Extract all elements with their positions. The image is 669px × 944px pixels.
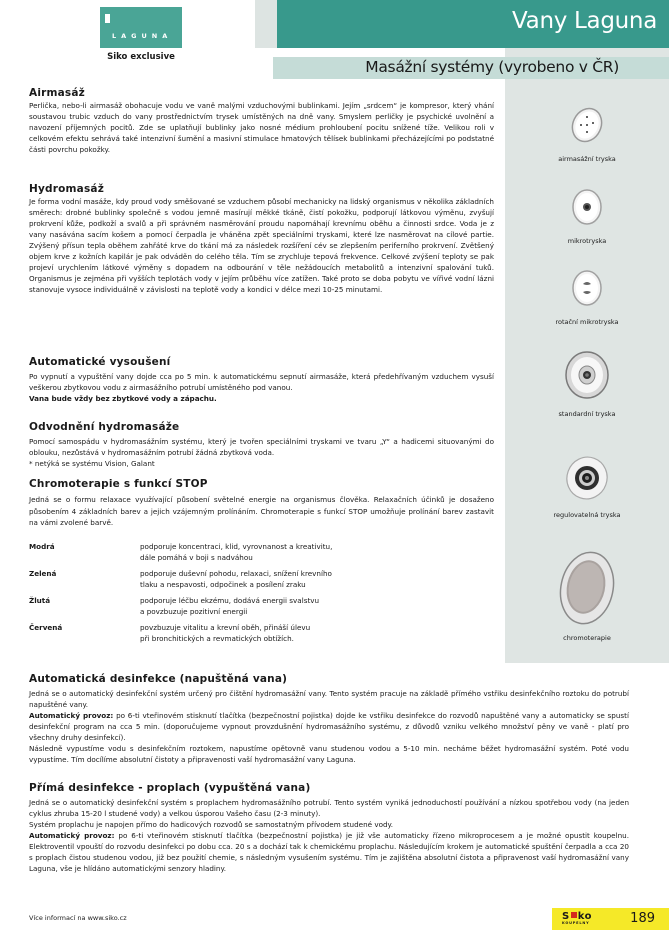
section-text [29,710,629,743]
section-heading: Automatická desinfekce (napuštěná vana) [29,673,288,685]
color-desc-line: podporuje léčbu ekzému, dodává energii svalstvu [140,596,320,605]
section-chromoterapie [29,477,494,529]
product-rotacni-mikrotryska [505,268,669,326]
section-heading: Přímá desinfekce - proplach (vypuštěná vana) [29,782,311,794]
adjustable-nozzle-icon [564,455,610,501]
auto-mode-text: po 6-ti vteřinovém stisknutí tlačítka (bezpečnostní pojistka) je již vše automaticky řízeno mikroprocesem a je možné opustit koupelnu. Elektroventil vpouští do rozvodu desinfekci po dobu cca. 20 s a dochází tak k chemickému proplachu. Následujícím krokem je automatické spuštění čerpadla a cca 20 s proplach čistou studenou vodou, již bez použití chemie, s následným vysušením systému. Tím je zajištěna absolutní čistota a připravenost vaší hydromasážní vany Laguna, vše je hlídáno automatickými senzory hladiny. [29,831,629,873]
color-item [29,542,494,563]
section-heading: Odvodnění hydromasáže [29,421,180,433]
section-text: Jedná se o automatický desinfekční systém s proplachem hydromasážního potrubí. Tento systém vyniká jednoduchostí používání a nízkou spotřebou vody (na jeden cyklus zhruba 15-20 l studené vody) a velkou úsporou Vašeho času (2-3 minuty). [29,798,629,818]
section-emphasis: Vana bude vždy bez zbytkové vody a zápachu. [29,394,217,403]
section-text: Jedná se o automatický desinfekční systém určený pro čištění hydromasážní vany. Tento systém pracuje na základě přímého vstřiku desinfekčního roztoku do potrubí napuštěné vany. [29,689,629,709]
color-desc-line: podporuje duševní pohodu, relaxaci, snížení krevního [140,569,332,578]
section-heading: Chromoterapie s funkcí STOP [29,478,208,490]
color-desc-line: dále pomáhá v boji s nadváhou [140,552,253,562]
micro-nozzle-icon [569,187,605,227]
brand-text: S [562,911,570,922]
color-description [140,596,440,617]
page-subtitle: Masážní systémy (vyrobeno v ČR) [365,58,619,76]
brand-text: ko [577,911,592,922]
section-hydromasaz [29,182,494,295]
color-desc-line: podporuje koncentraci, klid, vyrovnanost a kreativitu, [140,542,333,551]
section-airmasaz [29,86,494,155]
title-band [277,0,669,48]
footer-info-link[interactable]: Více informací na www.siko.cz [29,914,127,922]
product-standardni-tryska [505,350,669,418]
color-name: Zelená [29,569,57,578]
brand-subtitle: KOUPELNY [562,921,590,925]
color-item [29,569,494,590]
page-title: Vany Laguna [512,8,657,34]
product-label: regulovatelná tryska [553,511,621,519]
page-number: 189 [630,911,655,926]
rotary-micro-nozzle-icon [569,268,605,308]
standard-nozzle-icon [564,350,610,400]
section-text: Systém proplachu je napojen přímo do hadicových rozvodů se samostatným přívodem studené vody. [29,820,394,829]
product-label: chromoterapie [563,634,611,642]
color-desc-line: povzbuzuje vitalitu a krevní oběh, přináší úlevu [140,623,311,632]
color-name: Modrá [29,542,55,551]
color-desc-line: při bronchitických a revmatických obtížích. [140,633,294,643]
laguna-logo [100,7,182,48]
color-description [140,542,440,563]
section-heading: Hydromasáž [29,183,105,195]
section-note: * netýká se systému Vision, Galant [29,459,155,468]
product-label: rotační mikrotryska [555,318,619,326]
product-mikrotryska [505,187,669,245]
color-name: Žlutá [29,596,51,605]
section-proplach [29,781,629,874]
color-description [140,569,440,590]
section-text [29,830,629,874]
section-heading: Automatické vysoušení [29,356,171,368]
product-chromoterapie [505,548,669,642]
section-text: Následně vypustíme vodu s desinfekčním roztokem, napustíme opětovně vanu studenou vodou a 5-10 min. necháme běžet hydromasážní systém. Poté vodu vypustíme. Tím docílíme absolutní čistoty a připravenosti vaší hydromasážní vany Laguna. [29,744,629,764]
color-desc-line: tlaku a nespavosti, odpočinek a posílení zraku [140,579,306,589]
footer-badge [552,908,669,930]
color-name: Červená [29,623,63,632]
brand-red-square-icon [571,912,577,918]
header-accent-strip [255,0,277,48]
color-list [29,542,494,650]
auto-mode-label: Automatický provoz: [29,711,114,720]
section-vysouseni [29,355,494,404]
product-regulovatelna-tryska [505,455,669,519]
product-airmasazni-tryska [505,105,669,163]
section-text: Pomocí samospádu v hydromasážním systému, který je tvořen speciálními tryskami ve tvaru „Y“ a hadicemi situovanými do oblouku, nezůstává v hydromasážním potrubí žádná zbytková voda. [29,437,494,457]
logo-mark-icon [105,14,110,23]
section-desinfekce [29,672,629,765]
section-text: Je forma vodní masáže, kdy proud vody směšované se vzduchem působí mechanicky na lidský organismus v několika základních směrech: drobné bublinky společně s vodou jemně masírují měkké tkáně, čistí pokožku, podporují látkovou výměnu, zvyšují prokrvení kůže, podkoží a svalů a při správném nasměrování proudu napomáhají krevnímu oběhu a činnosti srdce. Voda je z vany nasávána sacím košem a pomocí čerpadla je vháněna zpět speciálními tryskami, které lze nasměrovat na cílové partie. Zvýšený přísun tepla oběhem zahřáté krve do tkání má za následek rozšíření cév se zlepšením periferního prokrvení. Zvětšený objem krve z kožních kapilár je pak odváděn do celého těla. Tím se zrychluje tepová frekvence. Celkové zvýšení teploty se pak projeví urychlením látkové výměny s dopadem na odbourání v těle nežádoucích metabolitů a intenzivní spalování tuků. Organismus je zejména při vyšších teplotách vody v jejím průběhu více zatížen. Také proto se doba pobytu ve vířivé vodní lázni stanovuje vysoce individuálně v závislosti na teplotě vody a kondici v délce mezi 10-25 minutami. [29,197,494,294]
color-item [29,623,494,644]
product-label: standardní tryska [558,410,616,418]
color-item [29,596,494,617]
auto-mode-label: Automatický provoz: [29,831,115,840]
color-description [140,623,440,644]
logo-caption: Siko exclusive [107,52,175,62]
section-text: Po vypnutí a vypuštění vany dojde cca po 5 min. k automatickému sepnutí airmasáže, která předehřívaným vzduchem vysuší veškerou zbytkovou vodu z airmasážního potrubí umístěného pod vanou. [29,372,494,392]
section-heading: Airmasáž [29,87,85,99]
product-label: airmasážní tryska [558,155,616,163]
section-odvodneni [29,420,494,469]
logo-wordmark: LAGUNA [112,32,173,40]
product-label: mikrotryska [567,237,607,245]
section-text: Jedná se o formu relaxace využívající působení světelné energie na organismus člověka. Relaxačních účinků je dosaženo působením 4 základních barev a jejich vzájemným prolínáním. Chromoterapie s funkcí STOP umožňuje prolínání barev zastavit na vámi zvolené barvě. [29,495,494,527]
subtitle-band [273,57,669,79]
auto-mode-text: po 6-ti vteřinovém stisknutí tlačítka (bezpečnostní pojistka) dojde ke vstřiku desinfekce do rozvodů napuštěné vany a automaticky se spustí desinfekční program na cca 5 min. (doporučujeme vypnout provzdušnění hydromasážního systému, z důvodů vzniku velkého množství pěny ve vaně - platí pro všechny druhy desinfekcí). [29,711,629,742]
chromotherapy-light-icon [557,548,617,628]
section-text: Perlička, nebo-li airmasáž obohacuje vodu ve vaně malými vzduchovými bublinkami. Jejím „srdcem“ je kompresor, který vhání soustavou trubic vzduch do vany prostřednictvím trysek umístěných na dně vany. Smyslem perličky je psychické uvolnění a navození příjemných pocitů. Zde se uplatňují bublinky jako nosné médium prohloubení pocitu snížené tíže. Velikou roli v celkovém efektu sehrává také intenzivní šumění a masivní stimulace hmatových tělísek bublinkami přecházejícími po podstatné části povrchu pokožky. [29,101,494,154]
air-nozzle-icon [567,105,607,145]
color-desc-line: a povzbuzuje pozitivní energii [140,606,248,616]
